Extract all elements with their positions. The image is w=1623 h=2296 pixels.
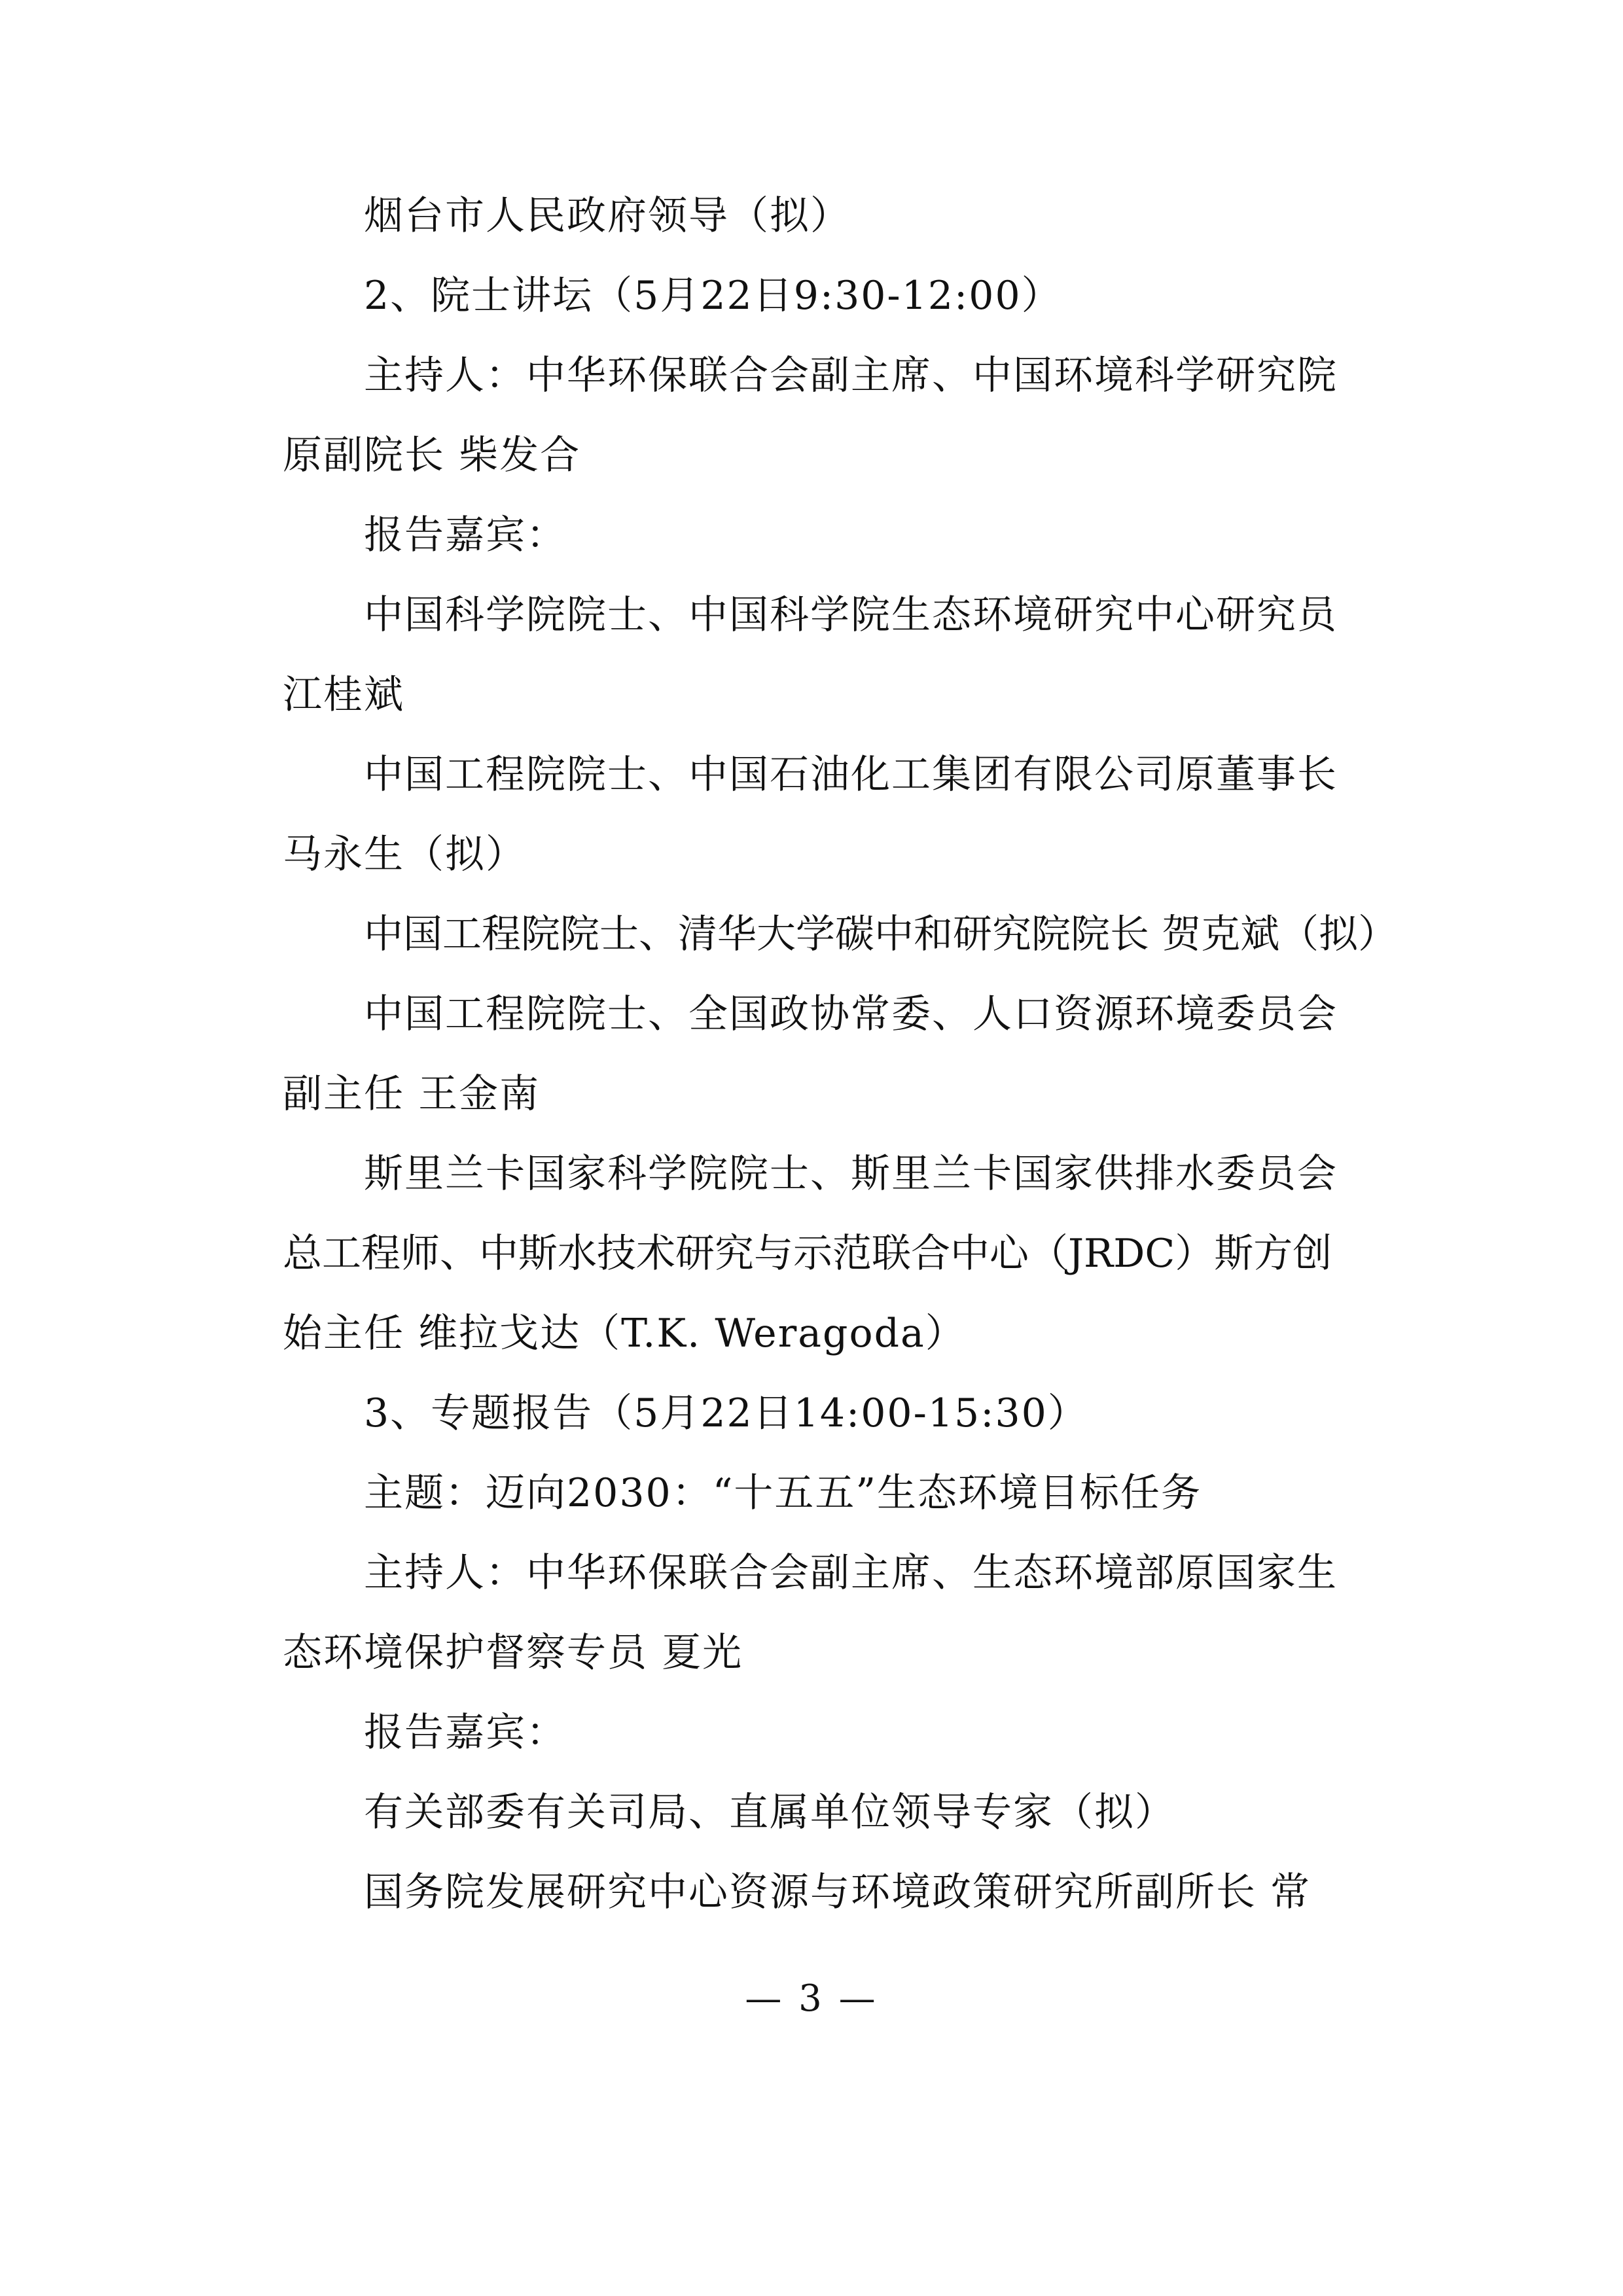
section-heading-special-report: 3、专题报告（5月22日14:00-15:30） — [364, 1390, 1088, 1436]
text-line-guests-label-1: 报告嘉宾： — [364, 512, 567, 558]
text-line-guest-3: 中国工程院院士、清华大学碳中和研究院院长 贺克斌（拟） — [364, 911, 1398, 957]
text-line-guest-5-cont: 总工程师、中斯水技术研究与示范联合中心（JRDC）斯方创 — [283, 1231, 1332, 1277]
page-number: — 3 — — [745, 1977, 878, 2020]
text-line-guest-2-cont: 马永生（拟） — [283, 832, 526, 877]
section-heading-academician-forum: 2、院士讲坛（5月22日9:30-12:00） — [364, 273, 1062, 319]
text-line-guest-7: 国务院发展研究中心资源与环境政策研究所副所长 常 — [364, 1869, 1311, 1915]
text-line-guest-5: 斯里兰卡国家科学院院士、斯里兰卡国家供排水委员会 — [364, 1151, 1338, 1197]
text-line-guest-4-cont: 副主任 王金南 — [283, 1071, 541, 1117]
text-line-guest-6: 有关部委有关司局、直属单位领导专家（拟） — [364, 1790, 1175, 1835]
text-line-host-2-cont: 态环境保护督察专员 夏光 — [283, 1630, 743, 1676]
text-line-guests-label-2: 报告嘉宾： — [364, 1710, 567, 1756]
text-line-theme: 主题：迈向2030：“十五五”生态环境目标任务 — [364, 1470, 1202, 1516]
text-line-guest-1: 中国科学院院士、中国科学院生态环境研究中心研究员 — [364, 592, 1338, 638]
text-line-guest-2: 中国工程院院士、中国石油化工集团有限公司原董事长 — [364, 752, 1338, 798]
text-line-host-1: 主持人：中华环保联合会副主席、中国环境科学研究院 — [364, 353, 1338, 398]
text-line-guest-1-cont: 江桂斌 — [283, 672, 404, 718]
text-line-yantai-leader: 烟台市人民政府领导（拟） — [364, 193, 851, 239]
text-line-guest-4: 中国工程院院士、全国政协常委、人口资源环境委员会 — [364, 991, 1338, 1037]
text-line-host-2: 主持人：中华环保联合会副主席、生态环境部原国家生 — [364, 1550, 1338, 1596]
text-line-host-1-cont: 原副院长 柴发合 — [283, 433, 581, 478]
text-line-guest-5-cont-2: 始主任 维拉戈达（T.K. Weragoda） — [283, 1311, 966, 1356]
